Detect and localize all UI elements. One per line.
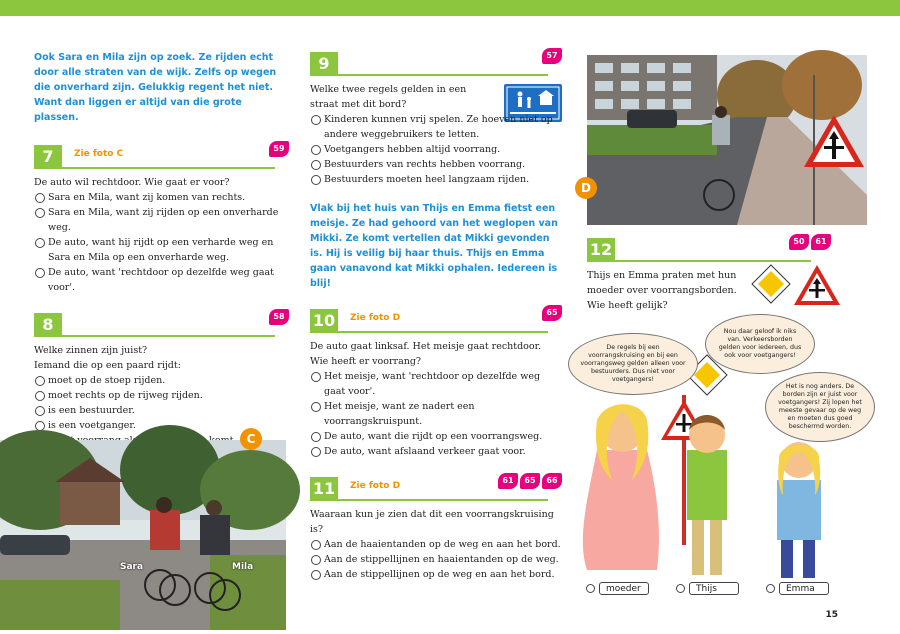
answer-thijs[interactable] xyxy=(676,582,739,595)
question-10-photo-ref: Zie foto D xyxy=(350,313,401,323)
answer-option[interactable]: De auto, want hij rijdt op een verharde weg en Sara en Mila op een onverharde weg. xyxy=(34,235,289,265)
answer-option[interactable]: Kinderen kunnen vrij spelen. Ze hoeven niet op andere weggebruikers te letten. xyxy=(310,112,562,142)
answer-option[interactable]: moet op de stoep rijden. xyxy=(34,373,289,388)
photo-c-illustration xyxy=(0,440,286,630)
question-9-number: 9 xyxy=(310,52,338,76)
question-7-number: 7 xyxy=(34,145,62,169)
page-badge[interactable]: 61 xyxy=(811,234,831,250)
radio-circle[interactable] xyxy=(766,584,775,593)
speech-bubble-moeder: De regels bij een voorrangskruising en bij een voorrangsweg gelden alleen voor bestuurders. Dus niet voor voetgangers! xyxy=(568,333,698,395)
priority-crossroads-sign-icon xyxy=(802,113,866,169)
intro-text: Ook Sara en Mila zijn op zoek. Ze rijden echt door alle straten van de wijk. Zelfs op wegen die onverhard zijn. Gelukkig regent het niet. Want dan liggen er altijd van die grote plassen. xyxy=(34,52,277,123)
photo-c-marker: C xyxy=(240,428,262,450)
question-9-text: Welke twee regels gelden in een straat met dit bord? xyxy=(310,84,467,110)
answer-option[interactable]: Het meisje, want 'rechtdoor op dezelfde weg gaat voor'. xyxy=(310,369,562,399)
question-8-lead: Iemand die op een paard rijdt: xyxy=(34,360,181,371)
question-7-text: De auto wil rechtdoor. Wie gaat er voor? xyxy=(34,177,230,188)
question-9-header xyxy=(310,52,562,76)
question-11-text: Waaraan kun je zien dat dit een voorrangskruising is? xyxy=(310,509,554,535)
page-badge[interactable]: 59 xyxy=(269,141,289,157)
top-color-bar xyxy=(0,0,900,16)
question-11-header xyxy=(310,477,562,501)
answer-option[interactable]: Sara en Mila, want zij komen van rechts. xyxy=(34,190,289,205)
answer-option[interactable]: Aan de haaientanden op de weg en aan het bord. xyxy=(310,537,562,552)
answer-option[interactable]: Sara en Mila, want zij rijden op een onverharde weg. xyxy=(34,205,289,235)
radio-circle[interactable] xyxy=(676,584,685,593)
page-badge[interactable]: 57 xyxy=(542,48,562,64)
middle-column xyxy=(310,52,562,582)
photo-label-sara: Sara xyxy=(120,562,144,572)
question-7 xyxy=(34,145,289,295)
question-12-header xyxy=(587,238,867,262)
answer-option[interactable]: Bestuurders moeten heel langzaam rijden. xyxy=(310,172,562,187)
answer-option[interactable]: De auto, want afslaand verkeer gaat voor. xyxy=(310,444,562,459)
question-10-number: 10 xyxy=(310,309,338,333)
question-10-text: De auto gaat linksaf. Het meisje gaat rechtdoor. Wie heeft er voorrang? xyxy=(310,341,542,367)
priority-road-sign-icon xyxy=(751,264,791,304)
left-column xyxy=(34,50,289,463)
photo-d xyxy=(581,55,867,225)
answer-moeder[interactable] xyxy=(586,582,649,595)
question-12-number: 12 xyxy=(587,238,615,262)
answer-option[interactable]: Aan de stippellijnen op de weg en aan het bord. xyxy=(310,567,562,582)
answer-option[interactable]: De auto, want 'rechtdoor op dezelfde weg gaat voor'. xyxy=(34,265,289,295)
answer-option[interactable]: De auto, want die rijdt op een voorrangsweg. xyxy=(310,429,562,444)
answer-emma[interactable] xyxy=(766,582,829,595)
radio-circle[interactable] xyxy=(586,584,595,593)
question-11 xyxy=(310,477,562,582)
answer-option[interactable]: is een bestuurder. xyxy=(34,403,289,418)
page-badge[interactable]: 58 xyxy=(269,309,289,325)
answer-label: Thijs xyxy=(689,582,739,595)
photo-c xyxy=(0,432,286,630)
answer-label: moeder xyxy=(599,582,649,595)
page-badge[interactable]: 65 xyxy=(542,305,562,321)
question-7-header xyxy=(34,145,289,169)
speech-bubble-thijs: Nou daar geloof ik niks van. Verkeersborden gelden voor iedereen, dus ook voor voetgangers! xyxy=(705,314,815,374)
question-11-number: 11 xyxy=(310,477,338,501)
answer-option[interactable]: Aan de stippellijnen en haaientanden op de weg. xyxy=(310,552,562,567)
answer-option[interactable]: Het meisje, want ze nadert een voorrangskruispunt. xyxy=(310,399,562,429)
question-10 xyxy=(310,309,562,459)
question-9 xyxy=(310,52,562,187)
page-badge[interactable]: 65 xyxy=(520,473,540,489)
question-8-number: 8 xyxy=(34,313,62,337)
answer-option[interactable]: is een voetganger. xyxy=(34,418,289,433)
question-10-header xyxy=(310,309,562,333)
answer-option[interactable]: moet rechts op de rijweg rijden. xyxy=(34,388,289,403)
page-badge[interactable]: 61 xyxy=(498,473,518,489)
speech-bubble-emma: Het is nog anders. De borden zijn er juist voor voetgangers! Zij lopen het meeste gevaar op de weg en moeten dus goed beschermd worden. xyxy=(765,372,875,442)
photo-label-mila: Mila xyxy=(232,562,254,572)
question-8-header xyxy=(34,313,289,337)
answer-option[interactable]: Bestuurders van rechts hebben voorrang. xyxy=(310,157,562,172)
story-text: Vlak bij het huis van Thijs en Emma fietst een meisje. Ze had gehoord van het weglopen van Mikki. Ze komt vertellen dat Mikki gevonden is. Hij is veilig bij haar thuis. Thijs en Emma gaan vanavond kat Mikki ophalen. Iedereen is blij! xyxy=(310,203,558,289)
question-8-text: Welke zinnen zijn juist? xyxy=(34,345,148,356)
page-number: 15 xyxy=(825,610,838,620)
question-12-text: Thijs en Emma praten met hun moeder over voorrangsborden. Wie heeft gelijk? xyxy=(587,270,737,311)
photo-d-marker: D xyxy=(575,177,597,199)
question-7-photo-ref: Zie foto C xyxy=(74,149,124,159)
page-badge[interactable]: 50 xyxy=(789,234,809,250)
answer-option[interactable]: Voetgangers hebben altijd voorrang. xyxy=(310,142,562,157)
question-11-photo-ref: Zie foto D xyxy=(350,481,401,491)
answer-label: Emma xyxy=(779,582,829,595)
page-badge[interactable]: 66 xyxy=(542,473,562,489)
